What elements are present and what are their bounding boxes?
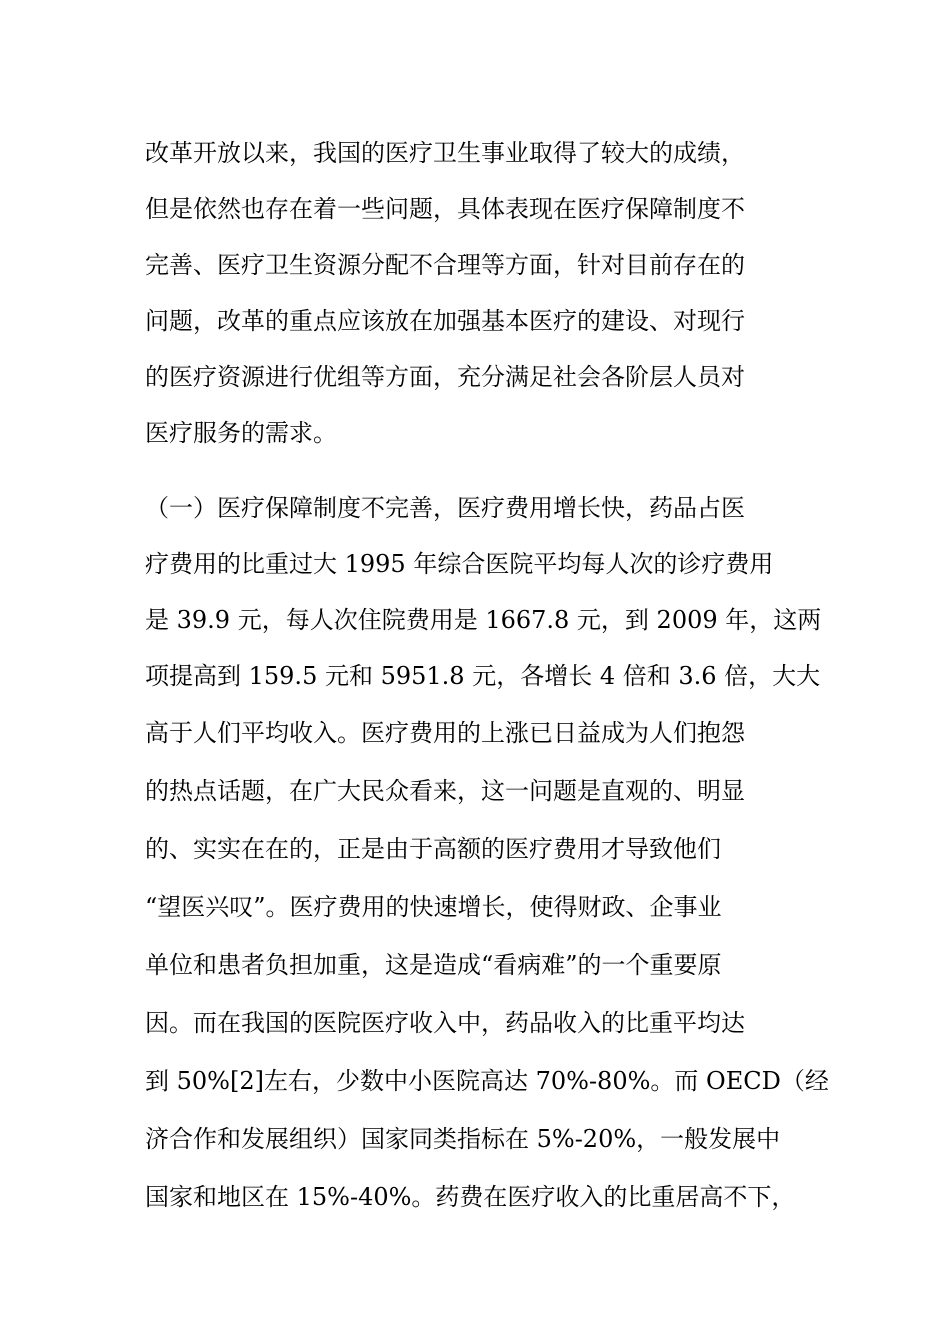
text-line: 高于人们平均收入。医疗费用的上涨已日益成为人们抱怨 — [145, 719, 745, 747]
text-line: 的、实实在在的，正是由于高额的医疗费用才导致他们 — [145, 835, 721, 863]
text-line: 项提高到 159.5 元和 5951.8 元，各增长 4 倍和 3.6 倍，大大 — [145, 662, 821, 690]
section-heading-line: （一）医疗保障制度不完善，医疗费用增长快，药品占医 — [145, 494, 745, 522]
text-line: 是 39.9 元，每人次住院费用是 1667.8 元，到 2009 年，这两 — [145, 606, 822, 634]
text-line: 单位和患者负担加重，这是造成“看病难”的一个重要原 — [145, 951, 722, 979]
text-line: 济合作和发展组织）国家同类指标在 5%-20%，一般发展中 — [145, 1125, 781, 1153]
text-line: 疗费用的比重过大 1995 年综合医院平均每人次的诊疗费用 — [145, 550, 774, 578]
text-line: 完善、医疗卫生资源分配不合理等方面，针对目前存在的 — [145, 251, 745, 279]
text-line: “望医兴叹”。医疗费用的快速增长，使得财政、企事业 — [145, 893, 722, 921]
text-line: 但是依然也存在着一些问题，具体表现在医疗保障制度不 — [145, 195, 745, 223]
text-line: 的热点话题，在广大民众看来，这一问题是直观的、明显 — [145, 777, 745, 805]
text-line: 的医疗资源进行优组等方面，充分满足社会各阶层人员对 — [145, 363, 745, 391]
text-line: 问题，改革的重点应该放在加强基本医疗的建设、对现行 — [145, 307, 745, 335]
text-line: 因。而在我国的医院医疗收入中，药品收入的比重平均达 — [145, 1009, 745, 1037]
text-line: 改革开放以来，我国的医疗卫生事业取得了较大的成绩， — [145, 139, 745, 167]
text-line: 医疗服务的需求。 — [145, 419, 337, 447]
text-line: 到 50%[2]左右，少数中小医院高达 70%-80%。而 OECD（经 — [145, 1067, 829, 1095]
text-line: 国家和地区在 15%-40%。药费在医疗收入的比重居高不下， — [145, 1183, 796, 1211]
